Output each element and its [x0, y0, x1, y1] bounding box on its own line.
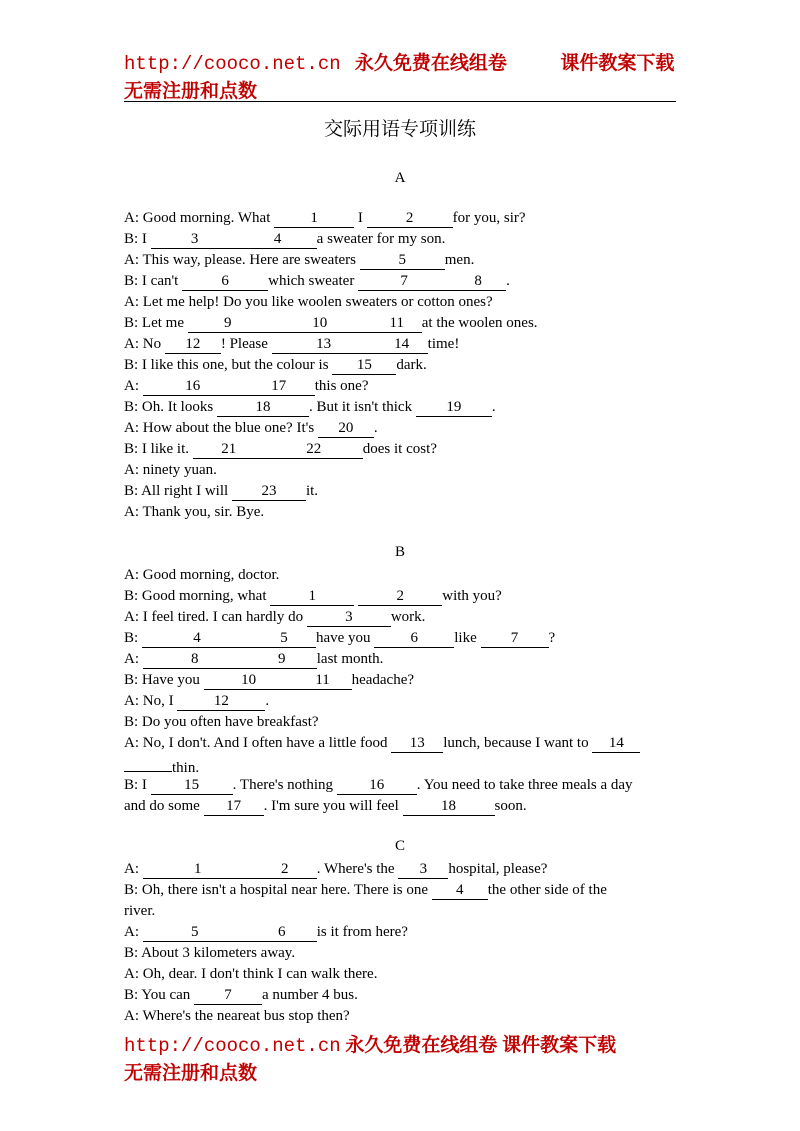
- blank[interactable]: 10: [268, 315, 372, 333]
- footer-slogan-2: 课件教案下载: [502, 1035, 617, 1056]
- blank[interactable]: 5: [360, 252, 445, 270]
- dialogue-line: A: No, I don't. And I often have a little food 13 lunch, because I want to 14: [124, 733, 684, 754]
- blank[interactable]: 11: [372, 315, 422, 333]
- dialogue-line: B: You can 7 a number 4 bus.: [124, 987, 358, 1003]
- dialogue-line: B: Oh. It looks 18 . But it isn't thick 19 .: [124, 399, 496, 415]
- blank[interactable]: 3: [151, 231, 239, 249]
- blank[interactable]: 14: [376, 336, 428, 354]
- dialogue-line: B: 4 5 have you 6 like 7 ?: [124, 630, 556, 646]
- page-header: [124, 50, 684, 105]
- header-url[interactable]: http://cooco.net.cn: [124, 53, 341, 75]
- blank[interactable]: 1: [143, 861, 253, 879]
- dialogue-line: B: About 3 kilometers away.: [124, 945, 296, 961]
- footer-slogan-1: 永久免费在线组卷: [345, 1035, 498, 1056]
- blank[interactable]: 5: [252, 630, 316, 648]
- blank[interactable]: 19: [416, 399, 492, 417]
- header-slogan-3: 无需注册和点数: [124, 81, 258, 102]
- dialogue-line: B: All right I will 23 it.: [124, 483, 319, 499]
- blank[interactable]: 7: [194, 987, 262, 1005]
- dialogue-line: A: 5 6 is it from here?: [124, 924, 408, 940]
- blank[interactable]: 1: [270, 588, 354, 606]
- blank[interactable]: 12: [165, 336, 221, 354]
- blank[interactable]: 16: [337, 777, 417, 795]
- header-line-1: [124, 50, 684, 78]
- blank[interactable]: 18: [403, 798, 495, 816]
- dialogue-line: A: 8 9 last month.: [124, 651, 384, 667]
- blank[interactable]: 22: [265, 441, 363, 459]
- footer-slogan-3: 无需注册和点数: [124, 1063, 258, 1084]
- blank[interactable]: 15: [332, 357, 396, 375]
- dialogue-line: A: Good morning. What 1 I 2 for you, sir?: [124, 210, 526, 226]
- dialogue-line: B: I can't 6 which sweater 7 8 .: [124, 273, 510, 289]
- dialogue-line: A: Where's the neareat bus stop then?: [124, 1008, 350, 1024]
- section-heading-c: C: [394, 838, 405, 854]
- section-heading-a: A: [394, 170, 406, 186]
- header-divider: [124, 101, 676, 102]
- dialogue-line: thin.: [124, 754, 684, 779]
- blank[interactable]: 8: [450, 273, 506, 291]
- blank[interactable]: 2: [367, 210, 453, 228]
- dialogue-line: A: No, I 12 .: [124, 693, 270, 709]
- blank[interactable]: 4: [239, 231, 317, 249]
- blank[interactable]: 8: [143, 651, 247, 669]
- blank[interactable]: 5: [143, 924, 247, 942]
- blank[interactable]: 10: [204, 672, 294, 690]
- blank[interactable]: 16: [143, 378, 243, 396]
- header-slogan-1: 永久免费在线组卷: [354, 53, 507, 74]
- header-slogan-2: 课件教案下载: [560, 53, 675, 74]
- blank[interactable]: 2: [358, 588, 442, 606]
- dialogue-line: B: I like this one, but the colour is 15 dark.: [124, 357, 427, 373]
- blank[interactable]: 17: [243, 378, 315, 396]
- blank[interactable]: 20: [318, 420, 374, 438]
- blank[interactable]: 2: [253, 861, 317, 879]
- blank[interactable]: 23: [232, 483, 306, 501]
- dialogue-line: and do some 17 . I'm sure you will feel 18 soon.: [124, 798, 527, 814]
- dialogue-line: B: Do you often have breakfast?: [124, 714, 319, 730]
- dialogue-line: A: 1 2 . Where's the 3 hospital, please?: [124, 861, 548, 877]
- footer-url[interactable]: http://cooco.net.cn: [124, 1035, 341, 1057]
- dialogue-line: A: Good morning, doctor.: [124, 567, 280, 583]
- blank[interactable]: 15: [151, 777, 233, 795]
- dialogue-line: A: 16 17 this one?: [124, 378, 369, 394]
- dialogue-line: B: I 15 . There's nothing 16 . You need to take three meals a day: [124, 777, 633, 793]
- blank[interactable]: 9: [188, 315, 268, 333]
- blank[interactable]: 4: [142, 630, 252, 648]
- dialogue-line: B: Let me 9 10 11 at the woolen ones.: [124, 315, 538, 331]
- dialogue-line: A: Oh, dear. I don't think I can walk there.: [124, 966, 378, 982]
- blank[interactable]: 13: [272, 336, 376, 354]
- dialogue-line: A: Let me help! Do you like woolen sweaters or cotton ones?: [124, 294, 493, 310]
- footer-line-1: [124, 1032, 684, 1060]
- blank[interactable]: 21: [193, 441, 265, 459]
- dialogue-line: A: I feel tired. I can hardly do 3 work.: [124, 609, 426, 625]
- dialogue-line: B: I like it. 21 22 does it cost?: [124, 441, 437, 457]
- dialogue-line: A: Thank you, sir. Bye.: [124, 504, 265, 520]
- page-title: 交际用语专项训练: [323, 119, 476, 140]
- dialogue-line: A: ninety yuan.: [124, 462, 217, 478]
- dialogue-line: B: Have you 10 11 headache?: [124, 672, 415, 688]
- blank[interactable]: 3: [398, 861, 448, 879]
- blank[interactable]: 9: [247, 651, 317, 669]
- blank[interactable]: 13: [391, 735, 443, 753]
- blank[interactable]: 17: [204, 798, 264, 816]
- dialogue-line: B: I 3 4 a sweater for my son.: [124, 231, 446, 247]
- page-footer: [124, 1032, 684, 1087]
- dialogue-line: B: Good morning, what 1 2 with you?: [124, 588, 502, 604]
- dialogue-line: river.: [124, 903, 156, 919]
- blank[interactable]: 11: [294, 672, 352, 690]
- dialogue-line: A: This way, please. Here are sweaters 5 men.: [124, 252, 475, 268]
- blank[interactable]: 14: [592, 735, 640, 753]
- dialogue-line: A: How about the blue one? It's 20 .: [124, 420, 378, 436]
- blank[interactable]: [124, 754, 172, 772]
- section-heading-b: B: [394, 544, 405, 560]
- dialogue-line: B: Oh, there isn't a hospital near here. There is one 4 the other side of the: [124, 882, 607, 898]
- blank[interactable]: 7: [358, 273, 450, 291]
- dialogue-line: A: No 12 ! Please 13 14 time!: [124, 336, 460, 352]
- blank[interactable]: 18: [217, 399, 309, 417]
- blank[interactable]: 7: [481, 630, 549, 648]
- blank[interactable]: 4: [432, 882, 488, 900]
- blank[interactable]: 6: [182, 273, 268, 291]
- blank[interactable]: 3: [307, 609, 391, 627]
- blank[interactable]: 6: [374, 630, 454, 648]
- blank[interactable]: 1: [274, 210, 354, 228]
- blank[interactable]: 6: [247, 924, 317, 942]
- blank[interactable]: 12: [177, 693, 265, 711]
